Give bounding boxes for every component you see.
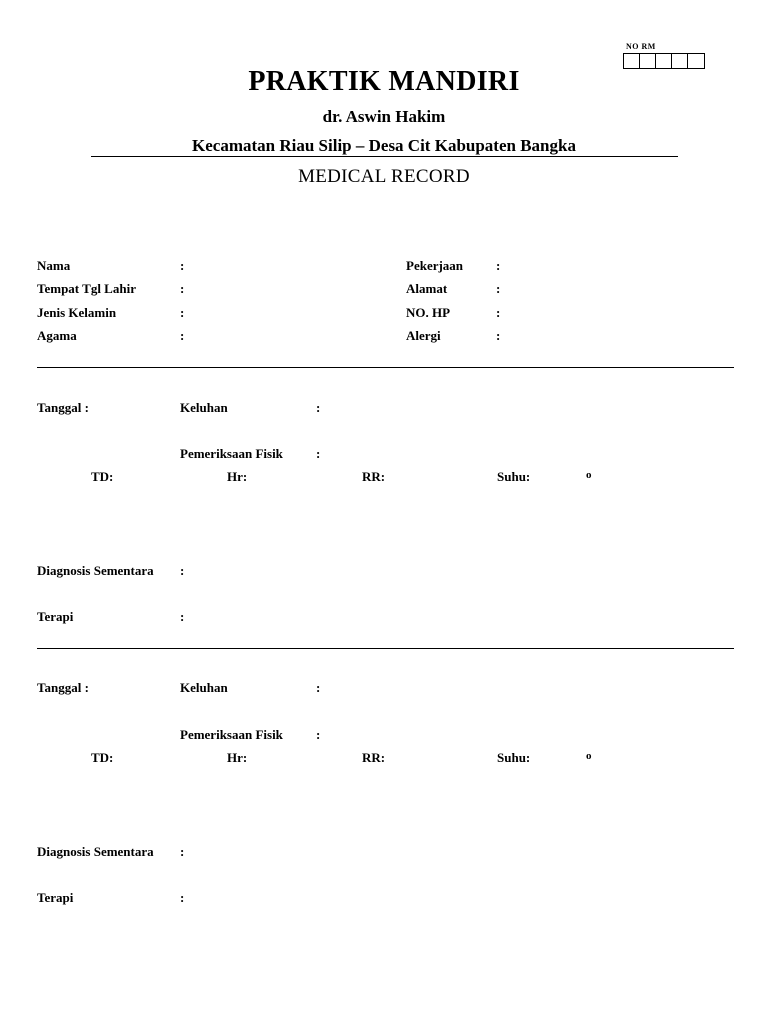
keluhan-colon: : bbox=[316, 400, 321, 415]
doctor-name: dr. Aswin Hakim bbox=[322, 107, 446, 126]
tanggal-label: Tanggal : bbox=[37, 400, 89, 415]
pemeriksaan-fisik-label: Pemeriksaan Fisik bbox=[180, 446, 283, 461]
form-title: MEDICAL RECORD bbox=[298, 166, 470, 187]
alamat-label: Alamat bbox=[406, 281, 448, 296]
terapi-colon: : bbox=[180, 609, 185, 624]
jenis-kelamin-colon: : bbox=[180, 305, 185, 320]
diagnosis-sementara-colon: : bbox=[180, 563, 185, 578]
no-hp-label: NO. HP bbox=[406, 305, 451, 320]
terapi-label: Terapi bbox=[37, 890, 74, 905]
section-divider bbox=[37, 648, 734, 649]
td-label: TD: bbox=[91, 469, 114, 484]
alergi-label: Alergi bbox=[406, 328, 441, 343]
practice-title: PRAKTIK MANDIRI bbox=[248, 66, 520, 97]
no-rm-label: NO RM bbox=[626, 42, 656, 51]
rr-label: RR: bbox=[362, 469, 386, 484]
alamat-colon: : bbox=[496, 281, 501, 296]
alergi-colon: : bbox=[496, 328, 501, 343]
section-divider bbox=[37, 367, 734, 368]
terapi-label: Terapi bbox=[37, 609, 74, 624]
suhu-label: Suhu: bbox=[497, 750, 531, 765]
degree-symbol: o bbox=[586, 750, 592, 762]
header-divider bbox=[91, 156, 678, 157]
nama-colon: : bbox=[180, 258, 185, 273]
agama-label: Agama bbox=[37, 328, 77, 343]
hr-label: Hr: bbox=[227, 469, 248, 484]
pekerjaan-colon: : bbox=[496, 258, 501, 273]
diagnosis-sementara-label: Diagnosis Sementara bbox=[37, 844, 154, 859]
keluhan-colon: : bbox=[316, 680, 321, 695]
practice-address: Kecamatan Riau Silip – Desa Cit Kabupaten Bangka bbox=[192, 136, 576, 155]
diagnosis-sementara-label: Diagnosis Sementara bbox=[37, 563, 154, 578]
tempat-tgl-lahir-colon: : bbox=[180, 281, 185, 296]
keluhan-label: Keluhan bbox=[180, 400, 228, 415]
degree-symbol: o bbox=[586, 469, 592, 481]
pekerjaan-label: Pekerjaan bbox=[406, 258, 464, 273]
keluhan-label: Keluhan bbox=[180, 680, 228, 695]
suhu-label: Suhu: bbox=[497, 469, 531, 484]
pemeriksaan-fisik-colon: : bbox=[316, 727, 321, 742]
terapi-colon: : bbox=[180, 890, 185, 905]
no-hp-colon: : bbox=[496, 305, 501, 320]
pemeriksaan-fisik-label: Pemeriksaan Fisik bbox=[180, 727, 283, 742]
rr-label: RR: bbox=[362, 750, 386, 765]
td-label: TD: bbox=[91, 750, 114, 765]
nama-label: Nama bbox=[37, 258, 71, 273]
tanggal-label: Tanggal : bbox=[37, 680, 89, 695]
hr-label: Hr: bbox=[227, 750, 248, 765]
jenis-kelamin-label: Jenis Kelamin bbox=[37, 305, 117, 320]
tempat-tgl-lahir-label: Tempat Tgl Lahir bbox=[37, 281, 136, 296]
pemeriksaan-fisik-colon: : bbox=[316, 446, 321, 461]
agama-colon: : bbox=[180, 328, 185, 343]
diagnosis-sementara-colon: : bbox=[180, 844, 185, 859]
